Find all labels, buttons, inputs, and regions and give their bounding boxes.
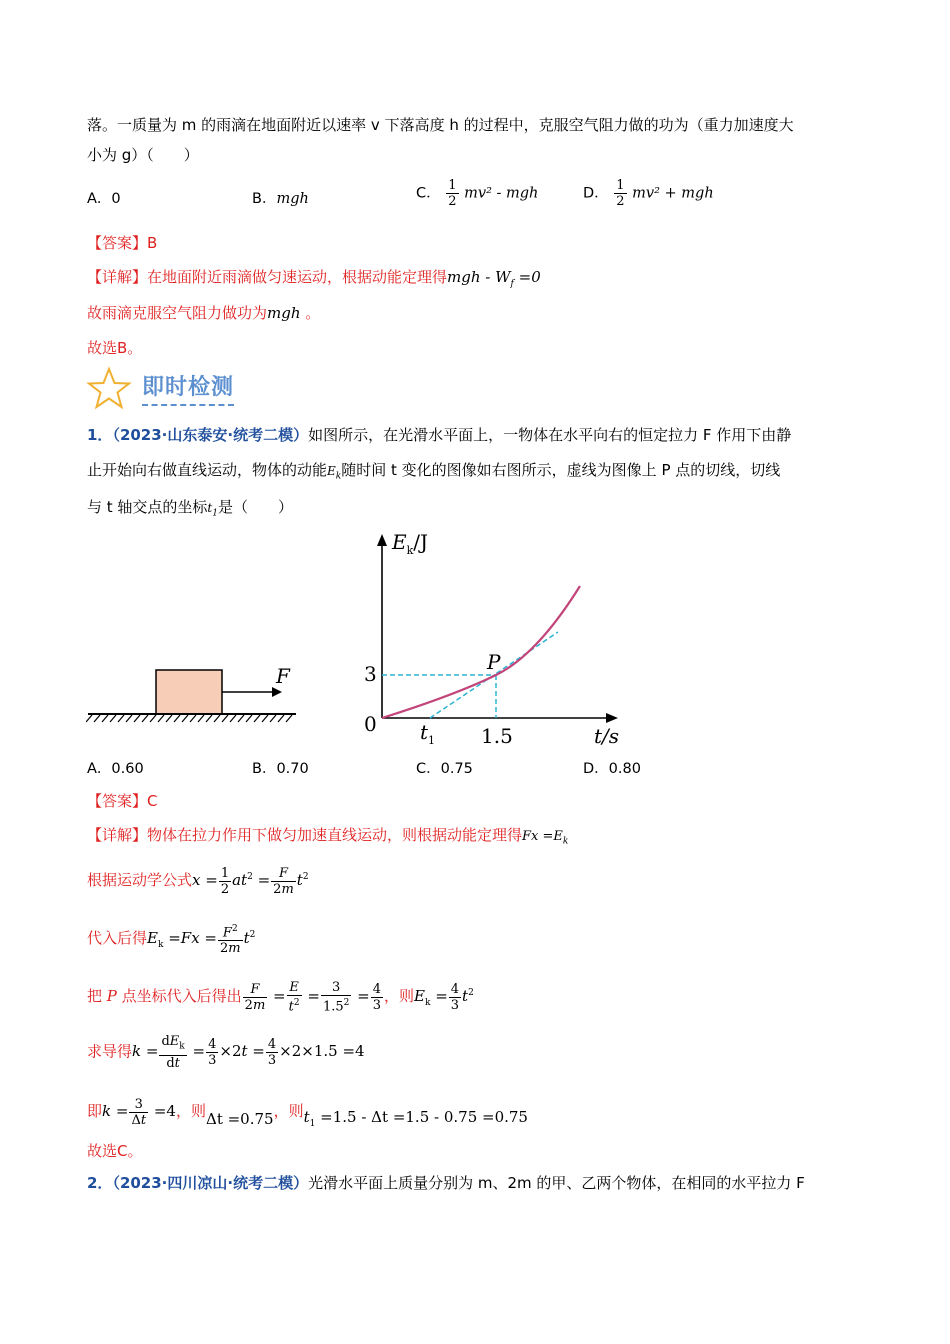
hatch-mark xyxy=(102,715,108,722)
hatch-mark xyxy=(246,715,252,722)
question-text-line: 小为 g）（ ） xyxy=(87,146,199,164)
y-tick-label: 3 xyxy=(364,662,377,686)
block xyxy=(156,670,222,714)
option-c: C．0.75 xyxy=(416,761,473,777)
ground-hatch xyxy=(86,715,292,722)
hatch-mark xyxy=(278,715,284,722)
hatch-mark xyxy=(182,715,188,722)
x-axis-label: t/s xyxy=(594,724,620,748)
hatch-mark xyxy=(254,715,260,722)
choose-line: 故选B。 xyxy=(87,339,143,357)
question-text-line: 落。一质量为 m 的雨滴在地面附近以速率 v 下落高度 h 的过程中，克服空气阻力做的功为（重力加速度大 xyxy=(87,116,794,134)
section-title: 即时检测 xyxy=(142,375,235,400)
hatch-mark xyxy=(126,715,132,722)
option-d: D． $\frac{1}{2}$ mv² + mgh xyxy=(583,178,714,209)
fraction-half: $\frac{1}{2}$ xyxy=(448,178,457,209)
hatch-mark xyxy=(94,715,100,722)
hatch-mark xyxy=(86,715,92,722)
hatch-mark xyxy=(142,715,148,722)
detail-step: 代入后得$E_k =Fx$ = $\frac{F^2}{2m}$ $t^2$ xyxy=(87,923,256,957)
hatch-mark xyxy=(166,715,172,722)
section-header xyxy=(86,364,256,412)
y-axis-arrow xyxy=(377,534,387,546)
option-b: B．mgh xyxy=(252,191,309,207)
hatch-mark xyxy=(230,715,236,722)
option-a: A．0 xyxy=(87,191,121,207)
y-axis-label: $E_k/J$ xyxy=(392,530,429,557)
question-text-line: 2．（2023·四川凉山·统考二模）光滑水平面上质量分别为 m、2m 的甲、乙两个物体，在相同的水平拉力 F xyxy=(87,1174,805,1192)
option-d: D．0.80 xyxy=(583,761,641,777)
fraction-half: $\frac{1}{2}$ xyxy=(616,178,625,209)
point-label: P xyxy=(487,650,501,674)
star-icon xyxy=(86,366,132,412)
question-text-line: 1．（2023·山东泰安·统考二模）如图所示，在光滑水平面上，一物体在水平向右的恒定拉力 F 作用下由静 xyxy=(87,426,792,444)
x-axis-arrow xyxy=(606,713,618,723)
question-text-line: 与 t 轴交点的坐标$t_1$是（ ） xyxy=(87,498,293,519)
hatch-mark xyxy=(286,715,292,722)
hatch-mark xyxy=(198,715,204,722)
answer-label: 【答案】C xyxy=(87,792,158,810)
hatch-mark xyxy=(150,715,156,722)
hatch-mark xyxy=(238,715,244,722)
hatch-mark xyxy=(262,715,268,722)
detail-line: 故雨滴克服空气阻力做功为mgh 。 xyxy=(87,304,321,322)
detail-step: 根据运动学公式x = $\frac{1}{2}$ $at^2$ = $\frac{F}{2m}$ $t^2$ xyxy=(87,865,309,897)
hatch-mark xyxy=(222,715,228,722)
hatch-mark xyxy=(206,715,212,722)
choose-line: 故选C。 xyxy=(87,1142,143,1160)
detail-step: 即k = $\frac{3}{\Delta t}$ =4，则Δt =0.75，则$t_1 =1.5 - \Delta t =1.5 - 0.75 =0.75$ xyxy=(87,1096,528,1129)
detail-line: 【详解】在地面附近雨滴做匀速运动，根据动能定理得mgh - $W_f =0$ xyxy=(87,268,541,289)
hatch-mark xyxy=(214,715,220,722)
equation: mgh - $W_f =0$ xyxy=(447,268,541,289)
arrow-head xyxy=(272,687,282,697)
hatch-mark xyxy=(174,715,180,722)
hatch-mark xyxy=(158,715,164,722)
detail-line: 【详解】物体在拉力作用下做匀加速直线运动，则根据动能定理得$Fx =E_k$ xyxy=(87,826,569,847)
detail-step: 求导得k = $\frac{dE_k}{dt}$ = $\frac{4}{3}$ ×2t = $\frac{4}{3}$ ×2×1.5 =4 xyxy=(87,1034,365,1071)
option-a: A．0.60 xyxy=(87,761,144,777)
option-c: C． $\frac{1}{2}$ mv² - mgh xyxy=(416,178,539,209)
section-underline xyxy=(142,404,234,406)
hatch-mark xyxy=(190,715,196,722)
hatch-mark xyxy=(110,715,116,722)
x-tick-t1: $t_1$ xyxy=(420,720,436,747)
question-text-line: 止开始向右做直线运动，物体的动能$E_k$随时间 t 变化的图像如右图所示，虚线为图像上 P 点的切线，切线 xyxy=(87,461,781,482)
option-b: B．0.70 xyxy=(252,761,309,777)
block-diagram xyxy=(86,660,306,740)
origin-label: 0 xyxy=(364,712,377,736)
force-label: F xyxy=(276,664,290,688)
answer-label: 【答案】B xyxy=(87,234,158,252)
detail-step: 把 P 点坐标代入后得出 $\frac{F}{2m}$ = $\frac{E}{t^2}$ = $\frac{3}{1.5^2}$ = $\frac{4}{3}$ ，则$E_k$ = $\frac{4}{3}$ $t^2$ xyxy=(87,979,474,1015)
hatch-mark xyxy=(134,715,140,722)
hatch-mark xyxy=(270,715,276,722)
x-tick-label: 1.5 xyxy=(481,724,513,748)
ek-curve xyxy=(382,586,580,718)
hatch-mark xyxy=(118,715,124,722)
